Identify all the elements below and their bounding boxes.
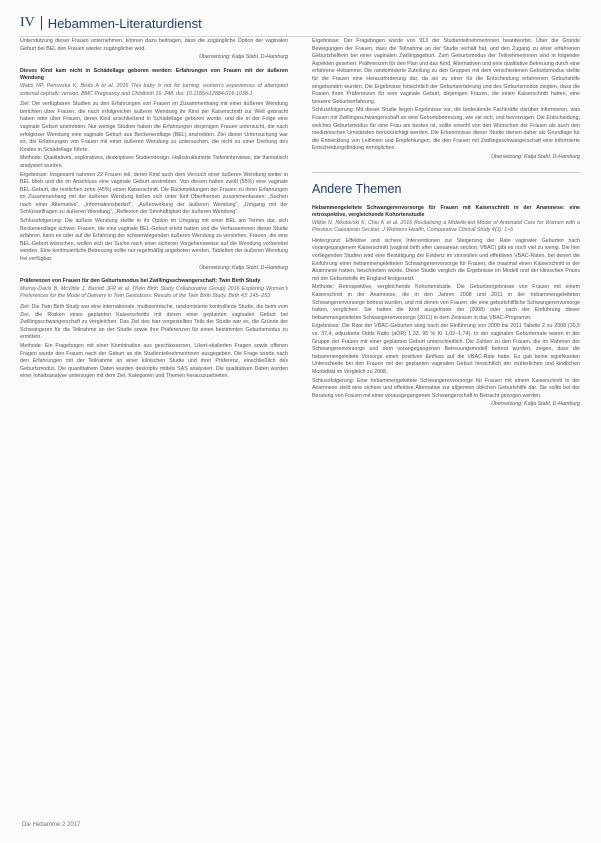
translator-credit: Übersetzung: Katja Stahl, D-Hamburg — [199, 264, 288, 271]
translator-credit: Übersetzung: Katja Stahl, D-Hamburg — [199, 54, 288, 61]
journal-section-title: Hebammen-Literaturdienst — [47, 15, 202, 31]
header-divider — [41, 16, 42, 30]
header-rule — [20, 36, 582, 37]
left-column — [20, 38, 288, 382]
article-paragraph: Ergebnisse: Die Rate der VBAC-Geburten stieg nach der Einführung von 2008 bis 2011 Tabelle 2 zu 2008 (30,5 vs. 37,4, adjustierte Odds Ratio (aOR) 1,33, 95 % KI 1,02–1,74). In der vaginalen Geburtenrate waren in der Gruppe der Frauen mit einer geplanten Geburt unterschiedlich. Die Zahlen zu den Frauen, die im Rahmen der Schwangerenvorsorge und dem vorangegangenen Betreuungsmodell betreut wurden, zeigen, dass die hebammengeleitete Vorsorge einen positiven Einfluss auf die VBAC-Rate hatte. Es gab keine signifikanten Unterschiede bei den Frauen mit der geplanten vaginalen Geburt hinsichtlich der mütterlichen und kindlichen Morbidität im Vergleich zu 2008. — [312, 323, 580, 375]
article-reference: Murray-Davis B, McVittie J, Barrett JFR et al. (Twin Birth Study Collaborative Group) 2016 Exploring Women's Preferences for the Mode of Delivery in Twin Gestations: Results of the Twin Birth Study. Birth 43: 245–253 — [20, 285, 288, 300]
article-title: Präferenzen von Frauen für den Geburtsmodus bei Zwillingsschwangerschaft: Twin Birth Study — [20, 278, 261, 285]
page-footer: Die Hebamme 2 2017 — [22, 822, 81, 828]
page-roman-number: IV — [20, 15, 35, 30]
running-header — [20, 12, 580, 34]
translator-credit: Übersetzung: Katja Stahl, D-Hamburg — [491, 401, 580, 408]
translator-credit: Übersetzung: Katja Stahl, D-Hamburg — [491, 153, 580, 160]
right-column — [312, 38, 580, 415]
section-heading: Andere Themen — [312, 172, 580, 197]
article-paragraph: Schlussfolgerung: Die äußere Wendung stellte in ihr Option im Umgang mit einer BEL am Termin dar, sich Beckenendlage schwer. Frauen, die eine vaginale BEL-Geburt erlebt hatten und die Verfasserinnen dieser Studie erfahren, kann es oder auf die Erfahrung der schwerwiegenden äußeren Wendung zu verstehen. Frauen, die eine BEL-Geburt wünschen, wollen sich der Suche nach einer sicheren Vorgehensweise auf die Wendung vorbereitet werden. Eine kontinuierliche Betreuung sollte nur regelmäßig angeboten werden, Tabletten der äußeren Wendung frei verfügbar. — [20, 218, 288, 263]
article-reference: Watts NP, Petrovska K, Bisits A et al. 2016 This baby is not for turning: women's experiences of attempted external cephalic version. BMC Pregnancy and Childbirth 16: 248. doi: 10.1186/s12884-016-1038-1 — [20, 82, 288, 97]
article-paragraph: Schlussfolgerung: Eine hebammengeleitete Schwangerenvorsorge für Frauen mit einem Kaiserschnitt in der Anamnese stellt eine sichere und effektive Alternative zur allgemein üblichen Geburtshilfe dar. Sie sollte bei der Beratung von Frauen mit einer vorausgegangenen Schwangerschaft in Betracht gezogen werden. — [312, 377, 580, 399]
article-paragraph: Ziel: Die verfügbaren Studien zu den Erfahrungen von Frauen im Zusammenhang mit einer äußeren Wendung berichten über Frauen, die nach erfolgreicher äußerer Wendung ihr Kind per Kaiserschnitt zur Welt gebracht haben oder über Frauen, deren Kind anschließend in Schädellage geboren wurde, und die in der Folge eine vaginale Geburt anstrebten. Nur wenige Studien haben die Erfahrungen derjenigen Frauen untersucht, die nach erfolgloser Wendung eine vaginale Geburt aus Beckenendlage (BEL) anstrebten. Ziel dieser Untersuchung war es, die Erfahrungen von Frauen mit einer äußeren Wendung zu untersuchen, die nicht zu einer Drehung des Kindes in Schädellage führte. — [20, 101, 288, 153]
article-paragraph: Ziel: Die Twin Birth Study war eine internationale, multizentrische, randomisierte kontrollierte Studie, die beim vom Ziel, die Risiken eines geplanten Kaiserschnitts mit denen einer geplanten vaginalen Geburt bei Zwillingsschwangerschaft zu vergleichen. Das Ziel des hier vorgestellten Teils der Studie war es, die Gründe der Schwangeren für die Teilnahme an der Studie sowie ihre Präferenzen für einen bestimmten Geburtsmodus zu ermitteln. — [20, 304, 288, 341]
article-paragraph: Schlussfolgerung: Mit dieser Studie liegen Ergebnisse vor, die bedeutende Fachkräfte darüber informieren, was Frauen mit Zwillingsschwangerschaft an eine Geburtsbetreuung, wie sie sich, und bevorzugen. Die Entscheidung, welches Geburtsmodus für eine Frau am besten ist, sollte sowohl von den Wünschen der Frauen als auch den medizinischen Umständen berücksichtigt werden. Die Erkenntnisse dieser Studie dienen daher als Grundlage für die Entwicklung von Leitlinien und Empfehlungen, die den Frauen mit Zwillingsschwangerschaft eine informierte Entscheidungsfindung ermöglichen. — [312, 107, 580, 152]
article-paragraph: Ergebnisse: Der Fragebogen wurde von 913 der Studienteilnehmerinnen beantwortet. Über die Gründe Bewegungen der Frauen, dass die Teilnahme an der Studie verhält hat, und den Zugang zu einer erfahrenen Geburtshelferin bei einer vaginalen Zwillingsgeburt. Zum Geburtsmodus der Teilnehmerinnen sind in folgender Aspekten gesehen: Präferenzen für den Plan und das Kind, Alternativen und eine qualitative Betreuung durch eine erfahrene Hebamme. Die randomisierte Zuteilung zu den Gruppen mit dem verschiedenen Geburtsmodus stellte für die Frauen eine Herausforderung dar, da sie zu einer für die Entscheidung erfahrenen Geburtshilfe eingebunden wurden. Die Ergebnisse hinsichtlich der Geburtserfahrung und des Geburtsmodus zeigten, dass die Frauen ihren Präferenzen für eine vaginale Geburt, diejenigen Frauen, die einen Kaiserschnitt hatten, eine bessere Geburtserfahrung. — [312, 38, 580, 105]
article-paragraph: Methode: Ein Fragebogen mit einer Kombination aus geschlossenen, Likert-skalierten Fragen sowie offenen Fragen wurde den Frauen nach der Geburt an die Studienteilnehmerinnen ausgegeben. Die Frage wurde nach den Erfahrungen mit der Teilnahme an einer klinischen Studie und ihrer Präferenz, einschließlich des Geburtsmodus. Die quantitativen Daten wurden deskriptiv mittels SAS analysiert. Die qualitativen Daten wurden einer Inhaltsanalyse unterzogen mit dem Ziel, Kategorien und Themen herauszuarbeiten. — [20, 342, 288, 380]
article-paragraph: Ergebnisse: Insgesamt nahmen 22 Frauen teil, deren Kind auch dem Versuch einer äußeren Wendung weiter in BEL blieb und die im Anschluss eine vaginale Geburt anstrebten. Von diesen hatten zwölf (55%) eine vaginale BEL-Geburt, die restlichen zehn (45%) einen Kaiserschnitt. Die Rückmeldungen der Frauen zu ihren Erfahrungen im Zusammenhang mit der äußeren Wendung ließen sich unter fünf Oberthemen zusammenfassen: „Suchen nach einer Alternative“, „Informationsbedarf“, „Außenwirkung der äußeren Wendung“, „Umgang mit der Schlüsselfragen zu äußeren Wendung“, „Reflexion der Sinnhaftigkeit der äußeren Wendung“. — [20, 171, 288, 216]
intro-paragraph: Unterstützung dieser Frauen unternehmen, können dazu beitragen, dass die zugängliche Option der vaginalen Geburt bei BEL den Frauen wieder zugänglicher wird. — [20, 38, 288, 52]
article-paragraph: Hintergrund: Effektive und sichere Interventionen zur Steigerung der Rate vaginaler Geburten nach vorangegangenem Kaiserschnitt (vaginal birth after caesarean section, VBAC) gibt es noch viel zu wenig. Die hier vorliegenden Studien wird eine Bestätigung der Evidenz im sinnvollen und effektiven VBAC-Raten, bei denen die Einführung einer hebammengeleiteten Schwangerenvorsorge für Frauen, die maximal einen Kaiserschnitt in der Anamnese hatten, beschrieben wurde. Diese Studie verglich die Ergebnisse im Modell und der klinischen Praxis mit der Geburtshilfe im England festgesetzt. — [312, 237, 580, 282]
article-paragraph: Methode: Qualitatives, exploratives, deskriptives Studiendesign. Halbstrukturierte Tiefeninterviews, die thematisch analysiert wurden. — [20, 155, 288, 169]
article-title: Dieses Kind kam nicht in Schädellage geboren werden: Erfahrungen von Frauen mit der äußeren Wendung — [20, 67, 288, 82]
article-reference: Wilkie N, Nikolovski K, Chiu K et al. 2016 Revitalising a Midwife-led Model of Antenatal Care for Women with a Previous Caesarean Section. J Womens Health, Comparative Clinical Study 4(1): 1–6 — [312, 219, 580, 234]
article-paragraph: Methode: Retrospektive, vergleichende Kohortenstudie. Die Geburtsergebnisse von Frauen mit einem Kaiserschnitt in der Anamnese, die in den Jahren 2008 und 2011 in der hebammengeleiteten Schwangerenvorsorge betreut wurden, und mit denen von Frauen, die eine geburtshilfliche Schwangerenvorsorge hatten, verglichen. Sie hatten die Kind ausgelöster der (2008) oder nach der Einführung dieser hebammengeleiteten Schwangerenvorsorge (2011) in dem Zeitraum in das VBAC-Programm. — [312, 284, 580, 321]
article-title: Hebammengeleitete Schwangerenvorsorge für Frauen mit Kaiserschnitt in der Anamnese: eine retrospektive, vergleichende Kohortenstudie — [312, 204, 580, 219]
